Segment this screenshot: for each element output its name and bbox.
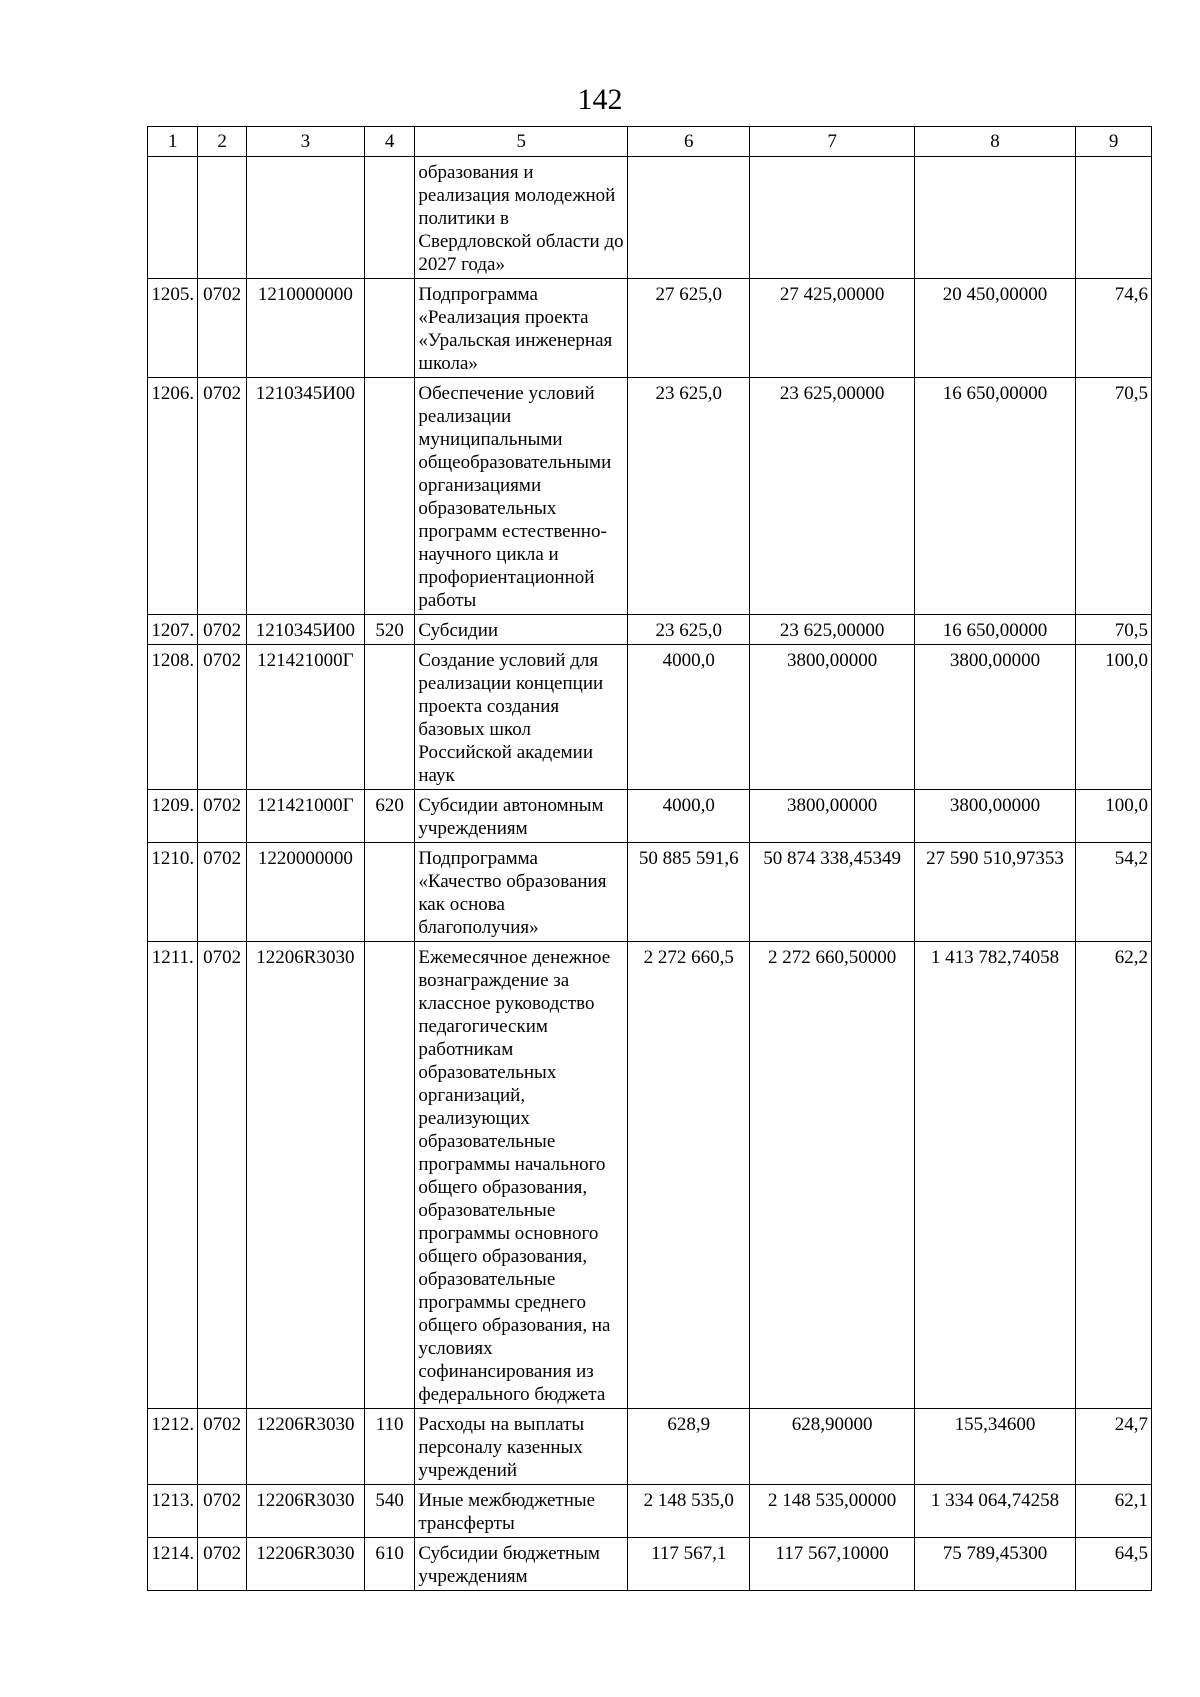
execution-percent-cell: 64,5 <box>1076 1538 1152 1591</box>
refined-amount-cell: 23 625,00000 <box>750 378 914 615</box>
target-article-cell: 1210345И00 <box>246 378 364 615</box>
column-header: 1 <box>148 127 198 157</box>
execution-percent-cell <box>1076 157 1152 279</box>
target-article-cell: 12206R3030 <box>246 1538 364 1591</box>
refined-amount-cell: 628,90000 <box>750 1409 914 1485</box>
execution-percent-cell: 24,7 <box>1076 1409 1152 1485</box>
executed-amount-cell: 27 590 510,97353 <box>914 843 1075 942</box>
refined-amount-cell: 2 148 535,00000 <box>750 1485 914 1538</box>
column-header: 4 <box>364 127 414 157</box>
item-name-cell: Субсидии автономным учреждениям <box>415 790 628 843</box>
table-row <box>148 942 1152 1409</box>
table-row <box>148 1485 1152 1538</box>
row-number-cell: 1214. <box>148 1538 198 1591</box>
planned-amount-cell: 50 885 591,6 <box>628 843 750 942</box>
item-name-cell: Подпрограмма «Качество образования как основа благополучия» <box>415 843 628 942</box>
target-article-cell: 1220000000 <box>246 843 364 942</box>
target-article-cell: 1210345И00 <box>246 615 364 645</box>
planned-amount-cell: 4000,0 <box>628 790 750 843</box>
column-header: 3 <box>246 127 364 157</box>
planned-amount-cell: 2 272 660,5 <box>628 942 750 1409</box>
row-number-cell: 1208. <box>148 645 198 790</box>
table-row <box>148 843 1152 942</box>
table-row <box>148 1538 1152 1591</box>
target-article-cell: 121421000Г <box>246 645 364 790</box>
item-name-cell: Создание условий для реализации концепции проекта создания базовых школ Российской академии наук <box>415 645 628 790</box>
execution-percent-cell: 54,2 <box>1076 843 1152 942</box>
execution-percent-cell: 100,0 <box>1076 645 1152 790</box>
refined-amount-cell: 23 625,00000 <box>750 615 914 645</box>
planned-amount-cell: 23 625,0 <box>628 378 750 615</box>
item-name-cell: Расходы на выплаты персоналу казенных учреждений <box>415 1409 628 1485</box>
refined-amount-cell: 2 272 660,50000 <box>750 942 914 1409</box>
table-row <box>148 615 1152 645</box>
expense-type-cell: 540 <box>364 1485 414 1538</box>
row-number-cell <box>148 157 198 279</box>
column-header: 8 <box>914 127 1075 157</box>
refined-amount-cell: 50 874 338,45349 <box>750 843 914 942</box>
executed-amount-cell: 1 413 782,74058 <box>914 942 1075 1409</box>
item-name-cell: Подпрограмма «Реализация проекта «Уральская инженерная школа» <box>415 279 628 378</box>
refined-amount-cell: 27 425,00000 <box>750 279 914 378</box>
item-name-cell: Иные межбюджетные трансферты <box>415 1485 628 1538</box>
target-article-cell: 12206R3030 <box>246 1485 364 1538</box>
table-body <box>148 157 1152 1591</box>
row-number-cell: 1209. <box>148 790 198 843</box>
refined-amount-cell <box>750 157 914 279</box>
section-code-cell: 0702 <box>198 615 246 645</box>
expense-type-cell <box>364 942 414 1409</box>
item-name-cell: Обеспечение условий реализации муниципальными общеобразовательными организациями образовательных программ естественно-научного цикла и профориентационной работы <box>415 378 628 615</box>
target-article-cell: 1210000000 <box>246 279 364 378</box>
item-name-cell: Ежемесячное денежное вознаграждение за классное руководство педагогическим работникам образовательных организаций, реализующих образовательные программы начального общего образования, образовательные программы основного общего образования, образовательные программы среднего общего образования, на условиях софинансирования из федерального бюджета <box>415 942 628 1409</box>
executed-amount-cell: 1 334 064,74258 <box>914 1485 1075 1538</box>
row-number-cell: 1213. <box>148 1485 198 1538</box>
target-article-cell <box>246 157 364 279</box>
column-header: 5 <box>415 127 628 157</box>
header-row <box>148 127 1152 157</box>
executed-amount-cell: 155,34600 <box>914 1409 1075 1485</box>
column-header: 9 <box>1076 127 1152 157</box>
execution-percent-cell: 70,5 <box>1076 615 1152 645</box>
row-number-cell: 1207. <box>148 615 198 645</box>
executed-amount-cell <box>914 157 1075 279</box>
refined-amount-cell: 3800,00000 <box>750 645 914 790</box>
planned-amount-cell: 117 567,1 <box>628 1538 750 1591</box>
table-row <box>148 1409 1152 1485</box>
table-row <box>148 790 1152 843</box>
section-code-cell: 0702 <box>198 645 246 790</box>
executed-amount-cell: 3800,00000 <box>914 645 1075 790</box>
planned-amount-cell: 23 625,0 <box>628 615 750 645</box>
target-article-cell: 12206R3030 <box>246 942 364 1409</box>
expense-type-cell <box>364 378 414 615</box>
expense-type-cell: 620 <box>364 790 414 843</box>
planned-amount-cell: 628,9 <box>628 1409 750 1485</box>
expense-type-cell <box>364 279 414 378</box>
row-number-cell: 1205. <box>148 279 198 378</box>
execution-percent-cell: 62,1 <box>1076 1485 1152 1538</box>
row-number-cell: 1212. <box>148 1409 198 1485</box>
row-number-cell: 1211. <box>148 942 198 1409</box>
refined-amount-cell: 3800,00000 <box>750 790 914 843</box>
item-name-cell: образования и реализация молодежной политики в Свердловской области до 2027 года» <box>415 157 628 279</box>
expense-type-cell <box>364 157 414 279</box>
execution-percent-cell: 70,5 <box>1076 378 1152 615</box>
row-number-cell: 1206. <box>148 378 198 615</box>
target-article-cell: 12206R3030 <box>246 1409 364 1485</box>
table-row <box>148 645 1152 790</box>
page-number: 142 <box>577 83 623 116</box>
refined-amount-cell: 117 567,10000 <box>750 1538 914 1591</box>
table-row <box>148 378 1152 615</box>
expense-type-cell: 110 <box>364 1409 414 1485</box>
planned-amount-cell: 27 625,0 <box>628 279 750 378</box>
section-code-cell: 0702 <box>198 378 246 615</box>
expense-type-cell: 610 <box>364 1538 414 1591</box>
section-code-cell <box>198 157 246 279</box>
row-number-cell: 1210. <box>148 843 198 942</box>
column-header: 7 <box>750 127 914 157</box>
item-name-cell: Субсидии <box>415 615 628 645</box>
column-header: 2 <box>198 127 246 157</box>
executed-amount-cell: 16 650,00000 <box>914 615 1075 645</box>
executed-amount-cell: 20 450,00000 <box>914 279 1075 378</box>
planned-amount-cell: 2 148 535,0 <box>628 1485 750 1538</box>
table-row <box>148 279 1152 378</box>
execution-percent-cell: 100,0 <box>1076 790 1152 843</box>
executed-amount-cell: 75 789,45300 <box>914 1538 1075 1591</box>
section-code-cell: 0702 <box>198 942 246 1409</box>
expense-type-cell: 520 <box>364 615 414 645</box>
item-name-cell: Субсидии бюджетным учреждениям <box>415 1538 628 1591</box>
execution-percent-cell: 62,2 <box>1076 942 1152 1409</box>
column-header: 6 <box>628 127 750 157</box>
table-row <box>148 157 1152 279</box>
section-code-cell: 0702 <box>198 790 246 843</box>
section-code-cell: 0702 <box>198 1409 246 1485</box>
planned-amount-cell <box>628 157 750 279</box>
execution-percent-cell: 74,6 <box>1076 279 1152 378</box>
expense-type-cell <box>364 645 414 790</box>
budget-table <box>147 126 1152 1591</box>
planned-amount-cell: 4000,0 <box>628 645 750 790</box>
target-article-cell: 121421000Г <box>246 790 364 843</box>
executed-amount-cell: 16 650,00000 <box>914 378 1075 615</box>
section-code-cell: 0702 <box>198 1538 246 1591</box>
section-code-cell: 0702 <box>198 1485 246 1538</box>
expense-type-cell <box>364 843 414 942</box>
section-code-cell: 0702 <box>198 843 246 942</box>
section-code-cell: 0702 <box>198 279 246 378</box>
executed-amount-cell: 3800,00000 <box>914 790 1075 843</box>
